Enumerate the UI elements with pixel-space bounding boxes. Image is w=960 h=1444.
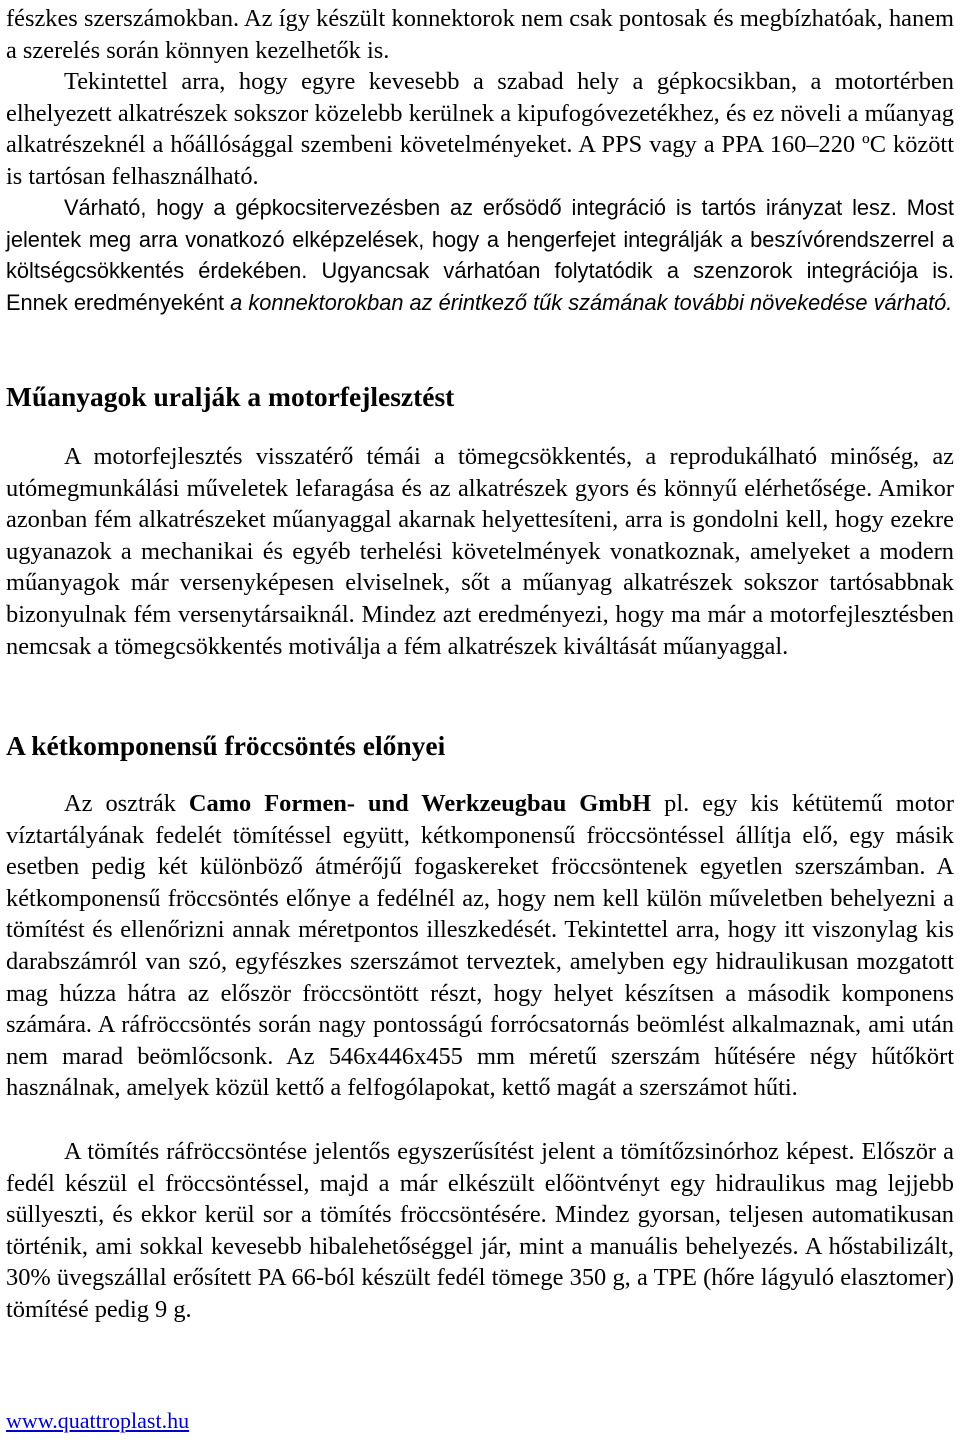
paragraph-text: fészkes szerszámokban. Az így készült konnektorok nem csak pontosak és megbízhatóak, hanem a szerelés során könnyen kezelhetők is. [6,5,954,64]
paragraph-text: Várható, hogy a gépkocsitervezésben az erősödő integráció is tartós irányzat lesz. Most jelentek meg arra vonatkozó elképzelések, hogy a hengerfejet integrálják a beszívórendszerrel a költségcsökkentés érdekében. Ugyancsak várhatóan folytatódik a szenzorok integrációja is. Ennek eredményeként [6,195,954,315]
paragraph-text: Az osztrák [64,790,189,817]
section-heading-two-component: A kétkomponensű fröccsöntés előnyei [6,730,446,761]
paragraph-heat-resistance [6,66,954,192]
section-heading-engine-development: Műanyagok uralják a motorfejlesztést [6,381,455,412]
paragraph-gasket-overmolding [6,1136,954,1326]
paragraph-text: Tekintettel arra, hogy egyre kevesebb a szabad hely a gépkocsikban, a motortérben elhelyezett alkatrészek sokszor közelebb kerülnek a kipufogóvezetékhez, és ez növeli a műanyag alkatrészeknél a hőállósággal szembeni követelményeket. A PPS vagy a PPA 160–220 ºC között is tartósan felhasználható. [6,68,954,190]
paragraph-text: A tömítés ráfröccsöntése jelentős egyszerűsítést jelent a tömítőzsinórhoz képest. Először a fedél készül el fröccsöntéssel, majd a már elkészült előöntvényt egy hidraulikus mag lejjebb süllyeszti, és ekkor kerül sor a tömítés fröccsöntésére. Mindez gyorsan, teljesen automatikusan történik, ami sokkal kevesebb hibalehetőséggel jár, mint a manuális behelyezés. A hőstabilizált, 30% üvegszállal erősített PA 66-ból készült fedél tömege 350 g, a TPE (hőre lágyuló elasztomer) tömítésé pedig 9 g. [6,1138,954,1323]
paragraph-integration [6,192,954,318]
paragraph-text: A motorfejlesztés visszatérő témái a tömegcsökkentés, a reprodukálható minőség, az utómegmunkálási műveletek lefaragása és az alkatrészek gyors és könnyű elérhetősége. Amikor azonban fém alkatrészeket műanyaggal akarnak helyettesíteni, arra is gondolni kell, hogy ezekre ugyanazok a mechanikai és egyéb terhelési követelmények vonatkoznak, amelyeket a modern műanyagok már versenyképesen elviselnek, sőt a műanyag alkatrészek sokszor tartósabbnak bizonyulnak fém versenytársaiknál. Mindez azt eredményezi, hogy ma már a motorfejlesztésben nemcsak a tömegcsökkentés motiválja a fém alkatrészek kiváltását műanyaggal. [6,443,954,660]
footer-website-link[interactable]: www.quattroplast.hu [6,1408,190,1433]
paragraph-italic-text: a konnektorokban az érintkező tűk számának további növekedése várható. [230,289,953,315]
paragraph-text: pl. egy kis kétütemű motor víztartályának fedelét tömítéssel együtt, kétkomponensű fröccsöntéssel állítja elő, egy másik esetben pedig két különböző átmérőjű fogaskereket fröccsöntenek egyetlen szerszámban. A kétkomponensű fröccsöntés előnye a fedélnél az, hogy nem kell külön műveletben behelyezni a tömítést és ellenőrizni annak méretpontos illeszkedését. Tekintettel arra, hogy itt viszonylag kis darabszámról van szó, egyfészkes szerszámot terveztek, amelyben egy hidraulikusan mozgatott mag húzza hátra az először fröccsöntött részt, hogy helyet készítsen a második komponens számára. A ráfröccsöntés során nagy pontosságú forrócsatornás beömlést alkalmaznak, ami után nem marad beömlőcsonk. Az 546x446x455 mm méretű szerszám hűtésére négy hűtőkört használnak, amelyek közül kettő a felfogólapokat, kettő magát a szerszámot hűti. [6,790,954,1102]
paragraph-connectors-end [6,3,954,66]
paragraph-engine-development [6,441,954,662]
company-name: Camo Formen- und Werkzeugbau GmbH [188,790,652,817]
paragraph-camo-example [6,788,954,1104]
